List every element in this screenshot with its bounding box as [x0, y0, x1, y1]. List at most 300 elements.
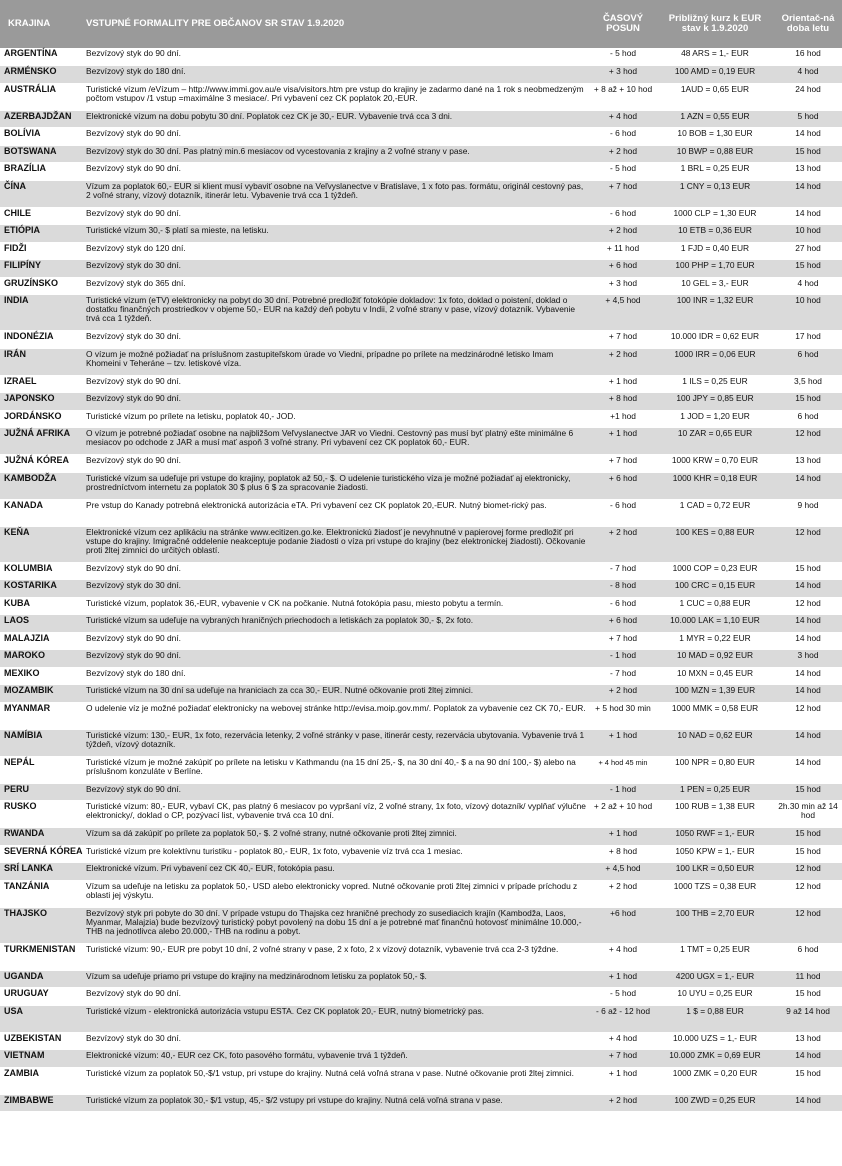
- exchange-rate-cell: 1000 COP = 0,23 EUR: [656, 562, 774, 580]
- description-cell: Vízum sa dá zakúpiť po prílete za poplatok 50,- $. 2 voľné strany, nutné očkovanie proti žltej zimnici.: [80, 828, 590, 846]
- country-cell: ARMÉNSKO: [0, 66, 80, 84]
- exchange-rate-cell: 100 ZWD = 0,25 EUR: [656, 1094, 774, 1112]
- table-row: [0, 83, 842, 110]
- time-shift-cell: - 6 hod: [590, 128, 656, 146]
- table-row: [0, 393, 842, 411]
- exchange-rate-cell: 1 CNY = 0,13 EUR: [656, 180, 774, 207]
- flight-duration-cell: 9 až 14 hod: [774, 1005, 842, 1032]
- flight-duration-cell: 27 hod: [774, 242, 842, 260]
- description-cell: Turistické vízum po prílete na letisku, poplatok 40,- JOD.: [80, 410, 590, 428]
- country-cell: INDIA: [0, 295, 80, 331]
- flight-duration-cell: 14 hod: [774, 667, 842, 685]
- table-row: [0, 988, 842, 1006]
- table-row: [0, 455, 842, 473]
- flight-duration-cell: 13 hod: [774, 1032, 842, 1050]
- table-row: [0, 66, 842, 84]
- table-row: [0, 562, 842, 580]
- flight-duration-cell: 14 hod: [774, 580, 842, 598]
- flight-duration-cell: 14 hod: [774, 756, 842, 783]
- country-cell: ARGENTÍNA: [0, 48, 80, 66]
- header-row: [0, 0, 842, 48]
- time-shift-cell: + 4 hod 45 min: [590, 756, 656, 783]
- table-row: [0, 260, 842, 278]
- exchange-rate-cell: 1 TMT = 0,25 EUR: [656, 943, 774, 970]
- flight-duration-cell: 3,5 hod: [774, 375, 842, 393]
- flight-duration-cell: 12 hod: [774, 863, 842, 881]
- table-row: [0, 845, 842, 863]
- table-row: [0, 650, 842, 668]
- description-cell: Turistické vízum /eVízum – http://www.immi.gov.au/e visa/visitors.htm pre vstup do krajiny je zadarmo dané na 1 rok s neobmedzeným počtom vstupov /1 vstup =maximálne 3 mesiace/. Pri vybavení cez CK poplatok 20,-EUR.: [80, 83, 590, 110]
- table-row: [0, 880, 842, 907]
- table-row: [0, 943, 842, 970]
- table-row: [0, 428, 842, 455]
- exchange-rate-cell: 1 AZN = 0,55 EUR: [656, 110, 774, 128]
- table-row: [0, 970, 842, 988]
- exchange-rate-cell: 1000 KHR = 0,18 EUR: [656, 472, 774, 499]
- flight-duration-cell: 12 hod: [774, 597, 842, 615]
- time-shift-cell: - 6 až - 12 hod: [590, 1005, 656, 1032]
- description-cell: Bezvízový styk do 90 dní.: [80, 632, 590, 650]
- country-cell: BOLÍVIA: [0, 128, 80, 146]
- exchange-rate-cell: 100 THB = 2,70 EUR: [656, 907, 774, 943]
- header-flight-duration: Orientač-ná doba letu: [774, 0, 842, 48]
- flight-duration-cell: 14 hod: [774, 207, 842, 225]
- flight-duration-cell: 14 hod: [774, 1094, 842, 1112]
- country-cell: JUŽNÁ AFRIKA: [0, 428, 80, 455]
- time-shift-cell: + 2 až + 10 hod: [590, 801, 656, 828]
- exchange-rate-cell: 10.000 LAK = 1,10 EUR: [656, 615, 774, 633]
- description-cell: Bezvízový styk pri pobyte do 30 dní. V prípade vstupu do Thajska cez hraničné prechody zo susediacich krajín (Kambodža, Laos, Myanmar, Malajzia) bude bezvízový turistický pobyt povolený na dobu 15 dní a je potrebné mať finančnú hotovosť minimálne 10.000,- THB na jednotlivca alebo 20.000,- THB na rodinu a pobyt.: [80, 907, 590, 943]
- time-shift-cell: - 6 hod: [590, 597, 656, 615]
- table-row: [0, 1094, 842, 1112]
- country-cell: MEXIKO: [0, 667, 80, 685]
- table-row: [0, 1067, 842, 1094]
- exchange-rate-cell: 1 FJD = 0,40 EUR: [656, 242, 774, 260]
- description-cell: Bezvízový styk do 90 dní.: [80, 128, 590, 146]
- table-row: [0, 729, 842, 756]
- table-row: [0, 801, 842, 828]
- country-cell: URUGUAY: [0, 988, 80, 1006]
- time-shift-cell: - 5 hod: [590, 48, 656, 66]
- flight-duration-cell: 12 hod: [774, 907, 842, 943]
- flight-duration-cell: 15 hod: [774, 783, 842, 801]
- country-cell: ČÍNA: [0, 180, 80, 207]
- country-cell: MALAJZIA: [0, 632, 80, 650]
- header-country: KRAJINA: [0, 0, 80, 48]
- country-cell: RWANDA: [0, 828, 80, 846]
- exchange-rate-cell: 1000 CLP = 1,30 EUR: [656, 207, 774, 225]
- time-shift-cell: - 6 hod: [590, 499, 656, 526]
- exchange-rate-cell: 48 ARS = 1,- EUR: [656, 48, 774, 66]
- country-cell: PERU: [0, 783, 80, 801]
- exchange-rate-cell: 1000 KRW = 0,70 EUR: [656, 455, 774, 473]
- description-cell: Bezvízový styk do 90 dní.: [80, 393, 590, 411]
- exchange-rate-cell: 1 CUC = 0,88 EUR: [656, 597, 774, 615]
- description-cell: Turistické vízum: 80,- EUR, vybaví CK, pas platný 6 mesiacov po vypršaní víz, 2 voľné strany, 1x foto, vízový dotazník/ vyplňať výlučne elektronicky/, doklad o CP, pozývací list, vybavenie trvá cca 10 dní.: [80, 801, 590, 828]
- table-body: [0, 48, 842, 1112]
- time-shift-cell: + 7 hod: [590, 632, 656, 650]
- country-cell: VIETNAM: [0, 1050, 80, 1068]
- time-shift-cell: - 8 hod: [590, 580, 656, 598]
- country-cell: RUSKO: [0, 801, 80, 828]
- table-row: [0, 1032, 842, 1050]
- country-cell: THAJSKO: [0, 907, 80, 943]
- description-cell: Vízum za poplatok 60,- EUR si klient musí vybaviť osobne na Veľvyslanectve v Bratislave, 1 x foto pas. formátu, originál cestovný pas, 2 voľné strany, vízový dotazník, itinerár letu. Vybavenie trvá cca 1 týždeň.: [80, 180, 590, 207]
- table-row: [0, 667, 842, 685]
- time-shift-cell: + 8 hod: [590, 845, 656, 863]
- country-cell: AUSTRÁLIA: [0, 83, 80, 110]
- table-row: [0, 277, 842, 295]
- description-cell: Bezvízový styk do 90 dní.: [80, 455, 590, 473]
- exchange-rate-cell: 1 ILS = 0,25 EUR: [656, 375, 774, 393]
- country-cell: KUBA: [0, 597, 80, 615]
- table-row: [0, 375, 842, 393]
- table-row: [0, 615, 842, 633]
- description-cell: Turistické vízum (eTV) elektronicky na pobyt do 30 dní. Potrebné predložiť fotokópie dokladov: 1x foto, doklad o poistení, doklad o dostatku finančných prostriedkov v objeme 50,- EUR na každý deň pobytu v Indii, 2 voľné strany v pase, vízový dotazník. Vybavenie trvá cca 1 týždeň.: [80, 295, 590, 331]
- country-cell: KOSTARIKA: [0, 580, 80, 598]
- time-shift-cell: + 1 hod: [590, 375, 656, 393]
- time-shift-cell: + 1 hod: [590, 970, 656, 988]
- flight-duration-cell: 15 hod: [774, 393, 842, 411]
- time-shift-cell: + 1 hod: [590, 1067, 656, 1094]
- table-row: [0, 331, 842, 349]
- flight-duration-cell: 24 hod: [774, 83, 842, 110]
- time-shift-cell: + 4 hod: [590, 943, 656, 970]
- country-cell: TANZÁNIA: [0, 880, 80, 907]
- exchange-rate-cell: 1000 MMK = 0,58 EUR: [656, 702, 774, 729]
- time-shift-cell: - 1 hod: [590, 650, 656, 668]
- description-cell: Bezvízový styk do 90 dní.: [80, 375, 590, 393]
- description-cell: O udelenie víz je možné požiadať elektronicky na webovej stránke http://evisa.moip.gov.mm/. Poplatok za vybavenie cez CK 70,- EUR.: [80, 702, 590, 729]
- country-cell: GRUZÍNSKO: [0, 277, 80, 295]
- exchange-rate-cell: 1 CAD = 0,72 EUR: [656, 499, 774, 526]
- time-shift-cell: + 2 hod: [590, 348, 656, 375]
- flight-duration-cell: 15 hod: [774, 828, 842, 846]
- exchange-rate-cell: 100 JPY = 0,85 EUR: [656, 393, 774, 411]
- time-shift-cell: + 8 až + 10 hod: [590, 83, 656, 110]
- time-shift-cell: + 3 hod: [590, 277, 656, 295]
- time-shift-cell: + 1 hod: [590, 428, 656, 455]
- exchange-rate-cell: 100 PHP = 1,70 EUR: [656, 260, 774, 278]
- country-cell: MAROKO: [0, 650, 80, 668]
- exchange-rate-cell: 100 MZN = 1,39 EUR: [656, 685, 774, 703]
- flight-duration-cell: 14 hod: [774, 632, 842, 650]
- description-cell: O vízum je možné požiadať na príslušnom zastupiteľskom úrade vo Viedni, prípadne po prílete na medzinárodné letisko Imam Khomeini v Teheráne – tzv. letiskové víza.: [80, 348, 590, 375]
- country-cell: KOLUMBIA: [0, 562, 80, 580]
- time-shift-cell: + 2 hod: [590, 526, 656, 562]
- flight-duration-cell: 15 hod: [774, 845, 842, 863]
- flight-duration-cell: 15 hod: [774, 1067, 842, 1094]
- country-cell: UGANDA: [0, 970, 80, 988]
- flight-duration-cell: 15 hod: [774, 988, 842, 1006]
- description-cell: Bezvízový styk do 90 dní.: [80, 650, 590, 668]
- exchange-rate-cell: 1 PEN = 0,25 EUR: [656, 783, 774, 801]
- table-row: [0, 348, 842, 375]
- table-row: [0, 632, 842, 650]
- exchange-rate-cell: 10 BOB = 1,30 EUR: [656, 128, 774, 146]
- flight-duration-cell: 15 hod: [774, 145, 842, 163]
- time-shift-cell: + 6 hod: [590, 260, 656, 278]
- table-row: [0, 410, 842, 428]
- description-cell: Turistické vízum za poplatok 50,-$/1 vstup, pri vstupe do krajiny. Nutná celá voľná strana v pase. Nutné očkovanie proti žltej zimnici.: [80, 1067, 590, 1094]
- time-shift-cell: + 7 hod: [590, 180, 656, 207]
- table-row: [0, 145, 842, 163]
- description-cell: Elektronické vízum cez aplikáciu na stránke www.ecitizen.go.ke. Elektronickú žiadosť je nevyhnutné v papierovej forme predložiť pri vstupe do krajiny. Imigračné oddelenie neakceptuje podanie žiadosti o víza pri vstupe do krajiny (bez elektronickej žiadosti). Očkovanie proti žltej zimnici do určitých oblastí.: [80, 526, 590, 562]
- description-cell: Turistické vízum, poplatok 36,-EUR, vybavenie v CK na počkanie. Nutná fotokópia pasu, miesto pobytu a termín.: [80, 597, 590, 615]
- flight-duration-cell: 2h.30 min až 14 hod: [774, 801, 842, 828]
- time-shift-cell: + 6 hod: [590, 615, 656, 633]
- time-shift-cell: + 1 hod: [590, 828, 656, 846]
- flight-duration-cell: 14 hod: [774, 685, 842, 703]
- flight-duration-cell: 14 hod: [774, 729, 842, 756]
- exchange-rate-cell: 10.000 IDR = 0,62 EUR: [656, 331, 774, 349]
- country-cell: ETIÓPIA: [0, 225, 80, 243]
- header-exchange-rate: Približný kurz k EUR stav k 1.9.2020: [656, 0, 774, 48]
- flight-duration-cell: 17 hod: [774, 331, 842, 349]
- table-row: [0, 756, 842, 783]
- flight-duration-cell: 12 hod: [774, 428, 842, 455]
- description-cell: Turistické vízum - elektronická autorizácia vstupu ESTA. Cez CK poplatok 20,- EUR, nutný biometrický pas.: [80, 1005, 590, 1032]
- header-time-shift: ČASOVÝ POSUN: [590, 0, 656, 48]
- time-shift-cell: + 4 hod: [590, 1032, 656, 1050]
- exchange-rate-cell: 1050 KPW = 1,- EUR: [656, 845, 774, 863]
- table-row: [0, 110, 842, 128]
- time-shift-cell: + 2 hod: [590, 225, 656, 243]
- description-cell: Bezvízový styk do 30 dní.: [80, 580, 590, 598]
- flight-duration-cell: 15 hod: [774, 562, 842, 580]
- table-header: [0, 0, 842, 48]
- description-cell: Bezvízový styk do 30 dní.: [80, 331, 590, 349]
- description-cell: Bezvízový styk do 30 dní. Pas platný min.6 mesiacov od vycestovania z krajiny a 2 voľné strany v pase.: [80, 145, 590, 163]
- exchange-rate-cell: 4200 UGX = 1,- EUR: [656, 970, 774, 988]
- time-shift-cell: + 6 hod: [590, 472, 656, 499]
- description-cell: Turistické vízum: 90,- EUR pre pobyt 10 dní, 2 voľné strany v pase, 2 x foto, 2 x vízový dotazník, vybavenie trvá cca 2-3 týždne.: [80, 943, 590, 970]
- exchange-rate-cell: 10 BWP = 0,88 EUR: [656, 145, 774, 163]
- exchange-rate-cell: 1AUD = 0,65 EUR: [656, 83, 774, 110]
- description-cell: Bezvízový styk do 180 dní.: [80, 667, 590, 685]
- header-description: VSTUPNÉ FORMALITY PRE OBČANOV SR STAV 1.9.2020: [80, 0, 590, 48]
- exchange-rate-cell: 100 INR = 1,32 EUR: [656, 295, 774, 331]
- table-row: [0, 526, 842, 562]
- table-row: [0, 295, 842, 331]
- country-cell: KEŇA: [0, 526, 80, 562]
- time-shift-cell: + 3 hod: [590, 66, 656, 84]
- flight-duration-cell: 14 hod: [774, 128, 842, 146]
- flight-duration-cell: 15 hod: [774, 260, 842, 278]
- time-shift-cell: + 8 hod: [590, 393, 656, 411]
- description-cell: Bezvízový styk do 180 dní.: [80, 66, 590, 84]
- description-cell: O vízum je potrebné požiadať osobne na najbližšom Veľvyslanectve JAR vo Viedni. Cestovný pas musí byť platný ešte minimálne 6 mesiacov po odchode z JAR a musí mať aspoň 3 voľné strany. Pri vybavení cez CK poplatok 60,- EUR.: [80, 428, 590, 455]
- description-cell: Bezvízový styk do 30 dní.: [80, 260, 590, 278]
- table-row: [0, 242, 842, 260]
- table-row: [0, 783, 842, 801]
- description-cell: Bezvízový styk do 90 dní.: [80, 783, 590, 801]
- country-cell: SEVERNÁ KÓREA: [0, 845, 80, 863]
- time-shift-cell: + 2 hod: [590, 145, 656, 163]
- description-cell: Elektronické vízum na dobu pobytu 30 dní. Poplatok cez CK je 30,- EUR. Vybavenie trvá cca 3 dni.: [80, 110, 590, 128]
- flight-duration-cell: 10 hod: [774, 225, 842, 243]
- time-shift-cell: + 1 hod: [590, 729, 656, 756]
- description-cell: Turistické vízum: 130,- EUR, 1x foto, rezervácia letenky, 2 voľné stránky v pase, itinerár cesty, rezervácia ubytovania. Vybavenie trvá 1 týždeň, vízový dotazník.: [80, 729, 590, 756]
- time-shift-cell: + 4 hod: [590, 110, 656, 128]
- country-cell: TURKMENISTAN: [0, 943, 80, 970]
- country-cell: BRAZÍLIA: [0, 163, 80, 181]
- exchange-rate-cell: 1 $ = 0,88 EUR: [656, 1005, 774, 1032]
- time-shift-cell: + 11 hod: [590, 242, 656, 260]
- description-cell: Bezvízový styk do 90 dní.: [80, 48, 590, 66]
- country-cell: IZRAEL: [0, 375, 80, 393]
- flight-duration-cell: 14 hod: [774, 472, 842, 499]
- exchange-rate-cell: 1 MYR = 0,22 EUR: [656, 632, 774, 650]
- exchange-rate-cell: 100 KES = 0,88 EUR: [656, 526, 774, 562]
- table-row: [0, 225, 842, 243]
- time-shift-cell: - 6 hod: [590, 207, 656, 225]
- table-row: [0, 1050, 842, 1068]
- flight-duration-cell: 6 hod: [774, 348, 842, 375]
- exchange-rate-cell: 100 AMD = 0,19 EUR: [656, 66, 774, 84]
- table-row: [0, 180, 842, 207]
- table-row: [0, 499, 842, 526]
- flight-duration-cell: 14 hod: [774, 180, 842, 207]
- flight-duration-cell: 5 hod: [774, 110, 842, 128]
- description-cell: Bezvízový styk do 90 dní.: [80, 163, 590, 181]
- exchange-rate-cell: 1 BRL = 0,25 EUR: [656, 163, 774, 181]
- flight-duration-cell: 16 hod: [774, 48, 842, 66]
- country-cell: KANADA: [0, 499, 80, 526]
- country-cell: INDONÉZIA: [0, 331, 80, 349]
- flight-duration-cell: 14 hod: [774, 615, 842, 633]
- exchange-rate-cell: 1000 ZMK = 0,20 EUR: [656, 1067, 774, 1094]
- country-cell: AZERBAJDŽAN: [0, 110, 80, 128]
- exchange-rate-cell: 1000 IRR = 0,06 EUR: [656, 348, 774, 375]
- description-cell: Turistické vízum na 30 dní sa udeľuje na hraniciach za cca 30,- EUR. Nutné očkovanie proti žltej zimnici.: [80, 685, 590, 703]
- exchange-rate-cell: 100 NPR = 0,80 EUR: [656, 756, 774, 783]
- table-row: [0, 472, 842, 499]
- flight-duration-cell: 13 hod: [774, 455, 842, 473]
- flight-duration-cell: 10 hod: [774, 295, 842, 331]
- description-cell: Turistické vízum sa udeľuje na vybraných hraničných priechodoch a letiskách za poplatok 30,- $, 2x foto.: [80, 615, 590, 633]
- exchange-rate-cell: 10 MAD = 0,92 EUR: [656, 650, 774, 668]
- description-cell: Turistické vízum za poplatok 30,- $/1 vstup, 45,- $/2 vstupy pri vstupe do krajiny. Nutná celá voľná strana v pase.: [80, 1094, 590, 1112]
- description-cell: Elektronické vízum: 40,- EUR cez CK, foto pasového formátu, vybavenie trvá 1 týždeň.: [80, 1050, 590, 1068]
- time-shift-cell: - 7 hod: [590, 562, 656, 580]
- country-cell: CHILE: [0, 207, 80, 225]
- time-shift-cell: + 4,5 hod: [590, 863, 656, 881]
- time-shift-cell: +1 hod: [590, 410, 656, 428]
- country-cell: FIDŽI: [0, 242, 80, 260]
- flight-duration-cell: 4 hod: [774, 66, 842, 84]
- exchange-rate-cell: 10 NAD = 0,62 EUR: [656, 729, 774, 756]
- country-cell: NEPÁL: [0, 756, 80, 783]
- table-row: [0, 48, 842, 66]
- exchange-rate-cell: 1050 RWF = 1,- EUR: [656, 828, 774, 846]
- country-cell: KAMBODŽA: [0, 472, 80, 499]
- exchange-rate-cell: 10.000 UZS = 1,- EUR: [656, 1032, 774, 1050]
- description-cell: Turistické vízum pre kolektívnu turistiku - poplatok 80,- EUR, 1x foto, vybavenie víz trvá cca 1 mesiac.: [80, 845, 590, 863]
- exchange-rate-cell: 10 ZAR = 0,65 EUR: [656, 428, 774, 455]
- time-shift-cell: + 7 hod: [590, 455, 656, 473]
- flight-duration-cell: 13 hod: [774, 163, 842, 181]
- description-cell: Bezvízový styk do 90 dní.: [80, 988, 590, 1006]
- exchange-rate-cell: 10.000 ZMK = 0,69 EUR: [656, 1050, 774, 1068]
- flight-duration-cell: 6 hod: [774, 943, 842, 970]
- time-shift-cell: - 7 hod: [590, 667, 656, 685]
- table-row: [0, 1005, 842, 1032]
- exchange-rate-cell: 10 ETB = 0,36 EUR: [656, 225, 774, 243]
- time-shift-cell: + 7 hod: [590, 331, 656, 349]
- table-row: [0, 907, 842, 943]
- table-row: [0, 207, 842, 225]
- exchange-rate-cell: 100 LKR = 0,50 EUR: [656, 863, 774, 881]
- exchange-rate-cell: 100 RUB = 1,38 EUR: [656, 801, 774, 828]
- country-cell: ZAMBIA: [0, 1067, 80, 1094]
- time-shift-cell: + 2 hod: [590, 1094, 656, 1112]
- description-cell: Bezvízový styk do 90 dní.: [80, 562, 590, 580]
- exchange-rate-cell: 100 CRC = 0,15 EUR: [656, 580, 774, 598]
- description-cell: Bezvízový styk do 90 dní.: [80, 207, 590, 225]
- country-cell: UZBEKISTAN: [0, 1032, 80, 1050]
- flight-duration-cell: 12 hod: [774, 880, 842, 907]
- description-cell: Turistické vízum sa udeľuje pri vstupe do krajiny, poplatok až 50,- $. O udelenie turistického víza je možné požiadať aj elektronicky, prostredníctvom internetu za poplatok 30 $ plus 6 $ za spracovanie žiadosti.: [80, 472, 590, 499]
- flight-duration-cell: 4 hod: [774, 277, 842, 295]
- table-row: [0, 128, 842, 146]
- table-row: [0, 580, 842, 598]
- flight-duration-cell: 12 hod: [774, 526, 842, 562]
- flight-duration-cell: 6 hod: [774, 410, 842, 428]
- country-cell: FILIPÍNY: [0, 260, 80, 278]
- table-row: [0, 702, 842, 729]
- table-row: [0, 597, 842, 615]
- time-shift-cell: + 4,5 hod: [590, 295, 656, 331]
- description-cell: Turistické vízum 30,- $ platí sa mieste, na letisku.: [80, 225, 590, 243]
- table-row: [0, 863, 842, 881]
- exchange-rate-cell: 1 JOD = 1,20 EUR: [656, 410, 774, 428]
- country-cell: LAOS: [0, 615, 80, 633]
- description-cell: Vízum sa udeľuje priamo pri vstupe do krajiny na medzinárodnom letisku za poplatok 50,- $.: [80, 970, 590, 988]
- country-cell: JAPONSKO: [0, 393, 80, 411]
- exchange-rate-cell: 10 UYU = 0,25 EUR: [656, 988, 774, 1006]
- time-shift-cell: + 7 hod: [590, 1050, 656, 1068]
- exchange-rate-cell: 1000 TZS = 0,38 EUR: [656, 880, 774, 907]
- description-cell: Vízum sa udeľuje na letisku za poplatok 50,- USD alebo elektronicky vopred. Nutné očkovanie proti žltej zimnici v prípade príchodu z oblasti jej výskytu.: [80, 880, 590, 907]
- country-cell: MYANMAR: [0, 702, 80, 729]
- time-shift-cell: + 5 hod 30 min: [590, 702, 656, 729]
- country-cell: USA: [0, 1005, 80, 1032]
- description-cell: Bezvízový styk do 30 dní.: [80, 1032, 590, 1050]
- time-shift-cell: +6 hod: [590, 907, 656, 943]
- country-cell: SRÍ LANKA: [0, 863, 80, 881]
- country-cell: IRÁN: [0, 348, 80, 375]
- table-row: [0, 828, 842, 846]
- table-row: [0, 685, 842, 703]
- description-cell: Bezvízový styk do 120 dní.: [80, 242, 590, 260]
- country-cell: MOZAMBIK: [0, 685, 80, 703]
- time-shift-cell: - 1 hod: [590, 783, 656, 801]
- flight-duration-cell: 9 hod: [774, 499, 842, 526]
- country-cell: NAMÍBIA: [0, 729, 80, 756]
- country-cell: JORDÁNSKO: [0, 410, 80, 428]
- flight-duration-cell: 14 hod: [774, 1050, 842, 1068]
- flight-duration-cell: 11 hod: [774, 970, 842, 988]
- description-cell: Elektronické vízum. Pri vybavení cez CK 40,- EUR, fotokópia pasu.: [80, 863, 590, 881]
- time-shift-cell: - 5 hod: [590, 988, 656, 1006]
- description-cell: Pre vstup do Kanady potrebná elektronická autorizácia eTA. Pri vybavení cez CK poplatok 20,-EUR. Nutný biomet-rický pas.: [80, 499, 590, 526]
- exchange-rate-cell: 10 GEL = 3,- EUR: [656, 277, 774, 295]
- table-row: [0, 163, 842, 181]
- exchange-rate-cell: 10 MXN = 0,45 EUR: [656, 667, 774, 685]
- flight-duration-cell: 12 hod: [774, 702, 842, 729]
- flight-duration-cell: 3 hod: [774, 650, 842, 668]
